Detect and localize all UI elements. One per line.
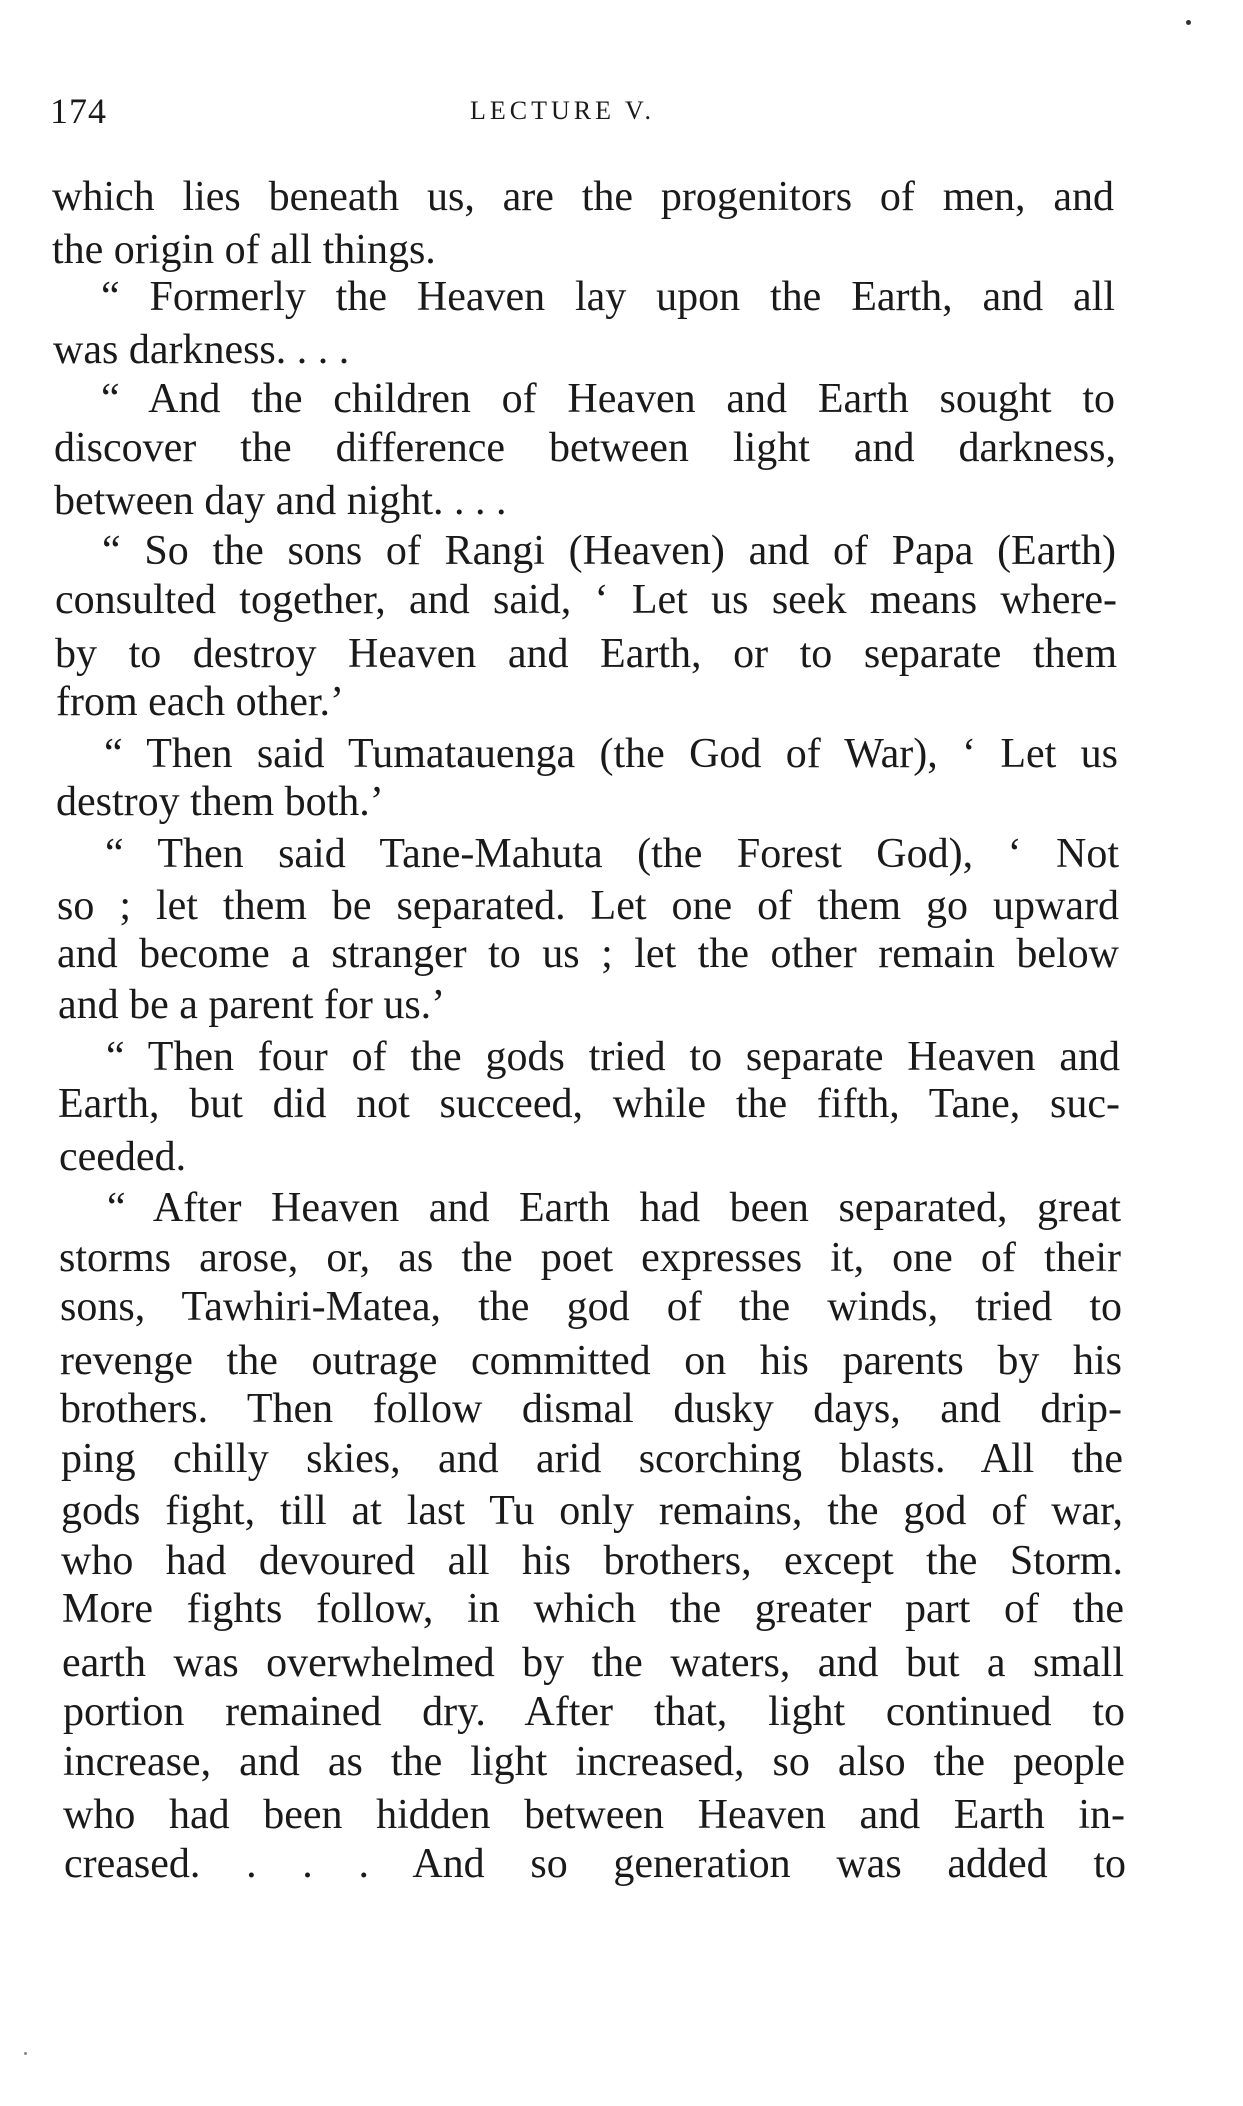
text-line: and be a parent for us.’ (58, 982, 446, 1028)
text-line: was darkness. . . . (53, 326, 350, 373)
text-line: consulted together, and said, ‘ Let us seek means where- (55, 577, 1117, 623)
text-line: “ Then said Tane-Mahuta (the Forest God), ‘ Not (105, 830, 1119, 877)
text-line: revenge the outrage committed on his parents by his (60, 1337, 1122, 1384)
text-line: and become a stranger to us ; let the other remain below (57, 930, 1119, 977)
text-line: “ Formerly the Heaven lay upon the Earth, and all (101, 274, 1115, 320)
text-line: brothers. Then follow dismal dusky days, and drip- (60, 1386, 1122, 1432)
page-number: 174 (50, 91, 107, 131)
text-line: ping chilly skies, and arid scorching blasts. All the (61, 1435, 1123, 1482)
text-line: “ After Heaven and Earth had been separated, great (107, 1185, 1121, 1231)
text-line: who had been hidden between Heaven and Earth in- (63, 1792, 1125, 1838)
text-line: who had devoured all his brothers, except the Storm. (61, 1537, 1123, 1584)
text-line: ceeded. (59, 1133, 187, 1180)
text-line: More fights follow, in which the greater part of the (62, 1586, 1124, 1632)
text-line: “ Then said Tumatauenga (the God of War), ‘ Let us (104, 730, 1118, 777)
text-line: so ; let them be separated. Let one of them go upward (57, 883, 1119, 929)
text-line: the origin of all things. (52, 226, 436, 273)
text-line: gods fight, till at last Tu only remains, the god of war, (61, 1488, 1123, 1534)
text-line: “ Then four of the gods tried to separate Heaven and (106, 1033, 1120, 1080)
text-line: “ So the sons of Rangi (Heaven) and of Papa (Earth) (102, 527, 1116, 574)
text-line: which lies beneath us, are the progenitors of men, and (52, 174, 1114, 220)
ink-speck (24, 2052, 27, 2055)
text-line: from each other.’ (56, 679, 345, 725)
page-header (50, 90, 1130, 140)
text-line: storms arose, or, as the poet expresses it, one of their (59, 1234, 1121, 1281)
ink-speck (1186, 20, 1191, 25)
text-line: “ And the children of Heaven and Earth sought to (101, 376, 1115, 422)
text-line: destroy them both.’ (56, 779, 384, 825)
text-line: portion remained dry. After that, light continued to (63, 1689, 1125, 1735)
running-head: LECTURE V. (470, 96, 655, 125)
text-line: discover the difference between light and darkness, (54, 424, 1116, 471)
text-line: by to destroy Heaven and Earth, or to separate them (55, 630, 1117, 677)
text-line: sons, Tawhiri-Matea, the god of the winds, tried to (60, 1284, 1122, 1330)
text-line: increase, and as the light increased, so also the people (63, 1738, 1125, 1785)
text-line: earth was overwhelmed by the waters, and but a small (62, 1639, 1124, 1686)
text-line: between day and night. . . . (54, 478, 507, 524)
text-line: creased. . . . And so generation was added to (64, 1840, 1126, 1887)
text-line: Earth, but did not succeed, while the fifth, Tane, suc- (58, 1081, 1120, 1127)
